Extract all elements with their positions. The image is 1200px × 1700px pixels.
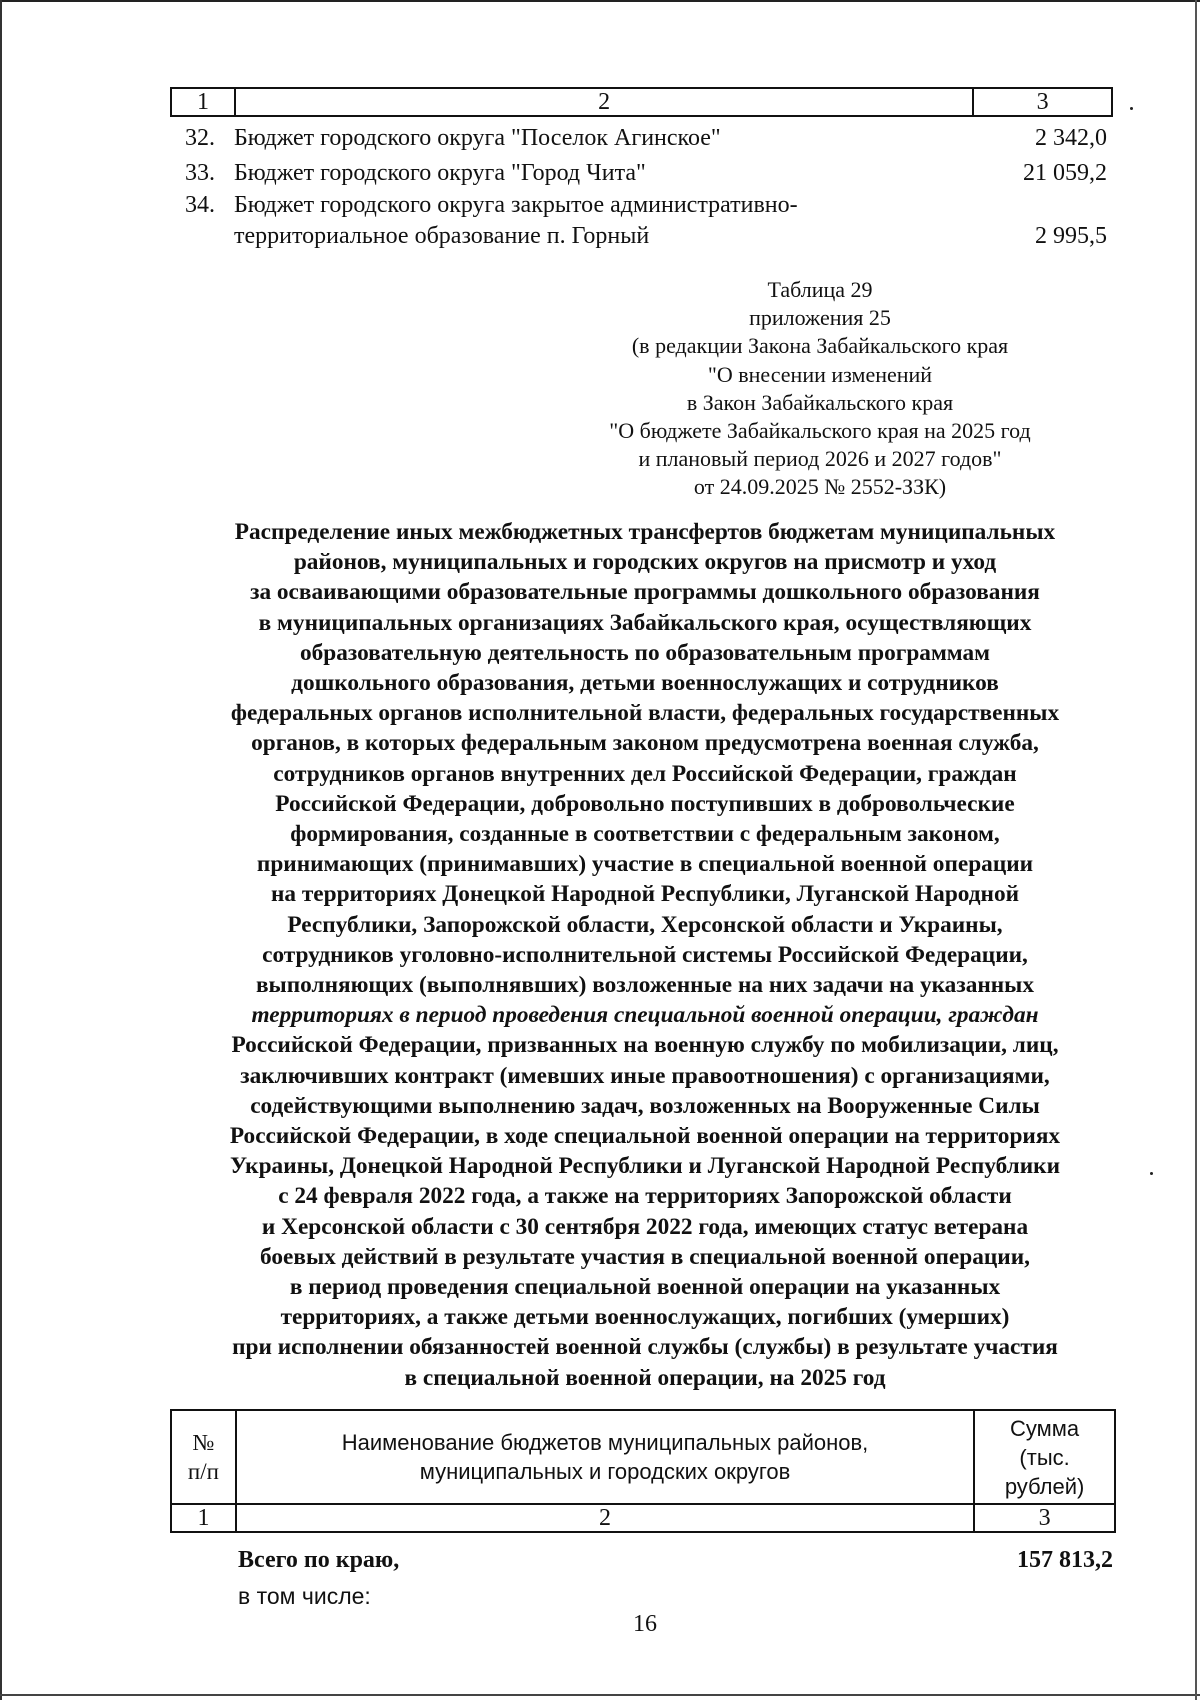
row-32-name: Бюджет городского округа "Поселок Агинское" [234,125,721,151]
including-label: в том числе: [238,1583,371,1609]
row-33-name: Бюджет городского округа "Город Чита" [234,160,646,186]
column-number-1: 1 [171,1504,236,1532]
header-sum-line2: (тыс. [1019,1444,1070,1470]
page-number: 16 [633,1611,657,1637]
header-name-line1: Наименование бюджетов муниципальных районов, [341,1430,869,1455]
scan-border-top [0,0,1200,2]
row-33-number: 33. [185,160,215,186]
caption-line: (в редакции Закона Забайкальского края [631,333,1009,359]
title-line: при исполнении обязанностей военной службы (службы) в результате участия [232,1334,1058,1361]
title-line: органов, в которых федеральным законом предусмотрена военная служба, [251,730,1039,757]
title-line: образовательную деятельность по образовательным программам [299,639,991,666]
row-34-number: 34. [185,192,215,218]
title-line: сотрудников уголовно-исполнительной системы Российской Федерации, [262,941,1028,968]
title-line: в период проведения специальной военной операции на указанных [289,1274,1001,1301]
caption-line: "О бюджете Забайкальского края на 2025 год [609,418,1031,444]
row-34-name-line2: территориальное образование п. Горный [234,223,650,249]
header-sum-line3: рублей) [1004,1473,1085,1499]
header-name-cell [236,1410,974,1504]
caption-line: приложения 25 [749,305,891,331]
scan-speck [1130,107,1133,110]
document-title [150,517,1140,1393]
scan-border-bottom [0,1694,1200,1696]
header-col-1: 1 [171,88,235,116]
caption-line: "О внесении изменений [707,361,933,387]
title-line: федеральных органов исполнительной власти, федеральных государственных [230,700,1060,727]
header-col-3: 3 [973,88,1112,116]
row-32-value: 2 342,0 [1035,125,1107,151]
title-line: с 24 февраля 2022 года, а также на территориях Запорожской области [278,1183,1012,1210]
column-number-3: 3 [974,1504,1115,1532]
title-line: сотрудников органов внутренних дел Российской Федерации, граждан [273,760,1017,787]
title-line: Российской Федерации, в ходе специальной военной операции на территориях [229,1123,1061,1150]
column-number-row [171,1504,1115,1532]
title-line: выполняющих (выполнявших) возложенные на них задачи на указанных [255,972,1035,999]
distribution-table [170,1409,1116,1533]
title-line: районов, муниципальных и городских округов на присмотр и уход [293,549,997,576]
title-line-italic: территориях в период проведения специальной военной операции, граждан [251,1002,1039,1029]
title-line: в специальной военной операции, на 2025 год [404,1364,886,1391]
title-line: заключивших контракт (имевших иные правоотношения) с организациями, [240,1062,1050,1089]
scan-speck [1150,1172,1153,1175]
title-line: Распределение иных межбюджетных трансфертов бюджетам муниципальных [234,519,1056,545]
header-name-line2: муниципальных и городских округов [419,1459,791,1484]
title-line: боевых действий в результате участия в специальной военной операции, [260,1243,1030,1270]
row-33-value: 21 059,2 [1023,160,1107,186]
title-line: на территориях Донецкой Народной Республики, Луганской Народной [270,881,1020,908]
scan-border-right [1195,0,1197,1700]
caption-line: и плановый период 2026 и 2027 годов" [638,446,1002,472]
row-34-name-line1: Бюджет городского округа закрытое административно- [234,192,798,218]
title-line: за осваивающими образовательные программы дошкольного образования [250,579,1040,606]
top-table-header [170,87,1113,117]
header-number-abbrev: п/п [187,1459,219,1484]
total-label: Всего по краю, [238,1547,400,1573]
table-header-row [171,1410,1115,1504]
title-line: содействующими выполнению задач, возложенных на Вооруженные Силы [250,1092,1040,1119]
total-value: 157 813,2 [1017,1547,1113,1573]
title-line: формирования, созданные в соответствии с федеральным законом, [290,821,1000,848]
caption-line: в Закон Забайкальского края [686,389,954,415]
header-col-2: 2 [235,88,973,116]
column-number-2: 2 [236,1504,974,1532]
header-sum-cell [974,1410,1115,1504]
table-caption [560,276,1080,502]
title-line: Российской Федерации, добровольно поступивших в добровольческие [275,790,1015,817]
title-line: в муниципальных организациях Забайкальского края, осуществляющих [258,609,1032,636]
caption-line: Таблица 29 [767,277,873,302]
title-line: территориях, а также детьми военнослужащих, погибших (умерших) [280,1304,1010,1331]
title-line: принимающих (принимавших) участие в специальной военной операции [256,851,1034,878]
title-line: Республики, Запорожской области, Херсонской области и Украины, [287,911,1003,938]
header-sum-line1: Сумма [1010,1415,1080,1441]
title-line: Российской Федерации, призванных на военную службу по мобилизации, лиц, [231,1032,1059,1059]
title-line: дошкольного образования, детьми военнослужащих и сотрудников [291,670,999,697]
row-34-value: 2 995,5 [1035,223,1107,249]
title-line: Украины, Донецкой Народной Республики и Луганской Народной Республики [229,1153,1060,1180]
scan-border-left [0,0,2,1700]
title-line: и Херсонской области с 30 сентября 2022 года, имеющих статус ветерана [261,1213,1029,1240]
header-number-sign: № [192,1430,215,1455]
row-32-number: 32. [185,125,215,151]
caption-line: от 24.09.2025 № 2552-ЗЗК) [693,474,947,500]
header-number-cell [171,1410,236,1504]
